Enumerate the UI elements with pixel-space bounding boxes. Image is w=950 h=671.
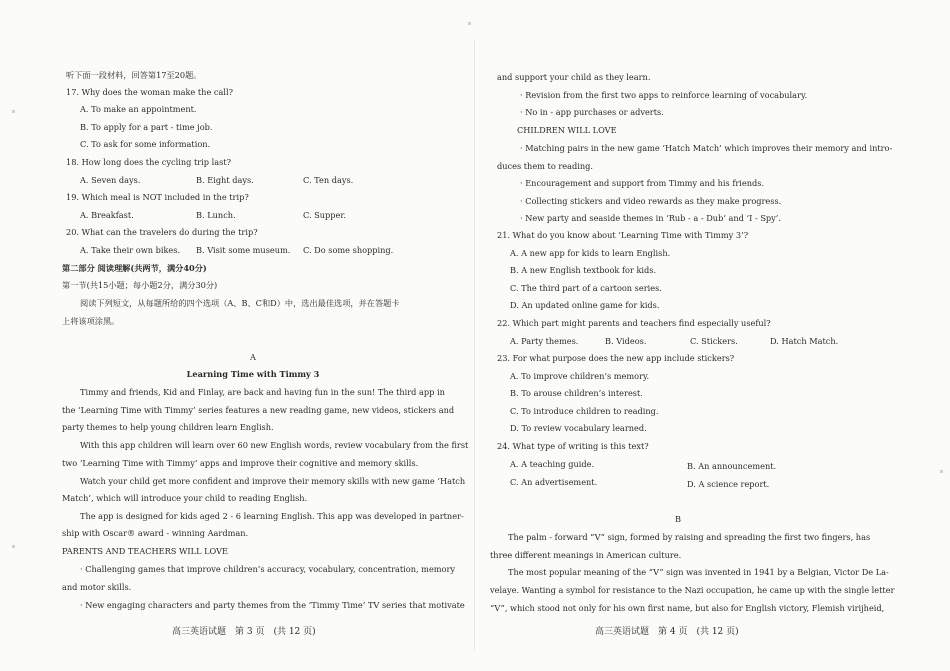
option-23b: B. To arouse children’s interest. [510, 388, 643, 398]
right-r3: · No in - app purchases or adverts. [520, 107, 664, 117]
option-24c: C. An advertisement. [510, 477, 598, 487]
option-24a: A. A teaching guide. [510, 459, 595, 469]
parents-teachers-heading: PARENTS AND TEACHERS WILL LOVE [62, 546, 229, 556]
passage-a-p1-l3: party themes to help young children learn English. [62, 422, 274, 432]
question-19: 19. Which meal is NOT included in the trip? [66, 192, 249, 202]
option-19a: A. Breakfast. [80, 210, 134, 220]
scan-mark [468, 22, 471, 25]
children-bullet2: · Encouragement and support from Timmy and his friends. [520, 178, 765, 188]
passage-a-title: Learning Time with Timmy 3 [186, 369, 320, 379]
instructions-line1: 阅读下列短文，从每题所给的四个选项（A、B、C和D）中，选出最佳选项，并在答题卡 [80, 298, 400, 308]
option-18c: C. Ten days. [303, 175, 354, 185]
option-17a: A. To make an appointment. [80, 104, 197, 114]
part2-heading: 第二部分 阅读理解(共两节，满分40分) [62, 263, 207, 273]
question-23: 23. For what purpose does the new app include stickers? [497, 353, 735, 363]
option-20a: A. Take their own bikes. [80, 245, 181, 255]
option-22d: D. Hatch Match. [770, 336, 839, 346]
option-17c: C. To ask for some information. [80, 139, 211, 149]
question-21: 21. What do you know about ‘Learning Time with Timmy 3’? [497, 230, 749, 240]
instructions-line2: 上将该项涂黑。 [62, 316, 120, 326]
option-22b: B. Videos. [605, 336, 647, 346]
option-21d: D. An updated online game for kids. [510, 300, 660, 310]
question-24: 24. What type of writing is this text? [497, 441, 649, 451]
right-r1: and support your child as they learn. [497, 72, 651, 82]
option-21b: B. A new English textbook for kids. [510, 265, 657, 275]
passage-a-p4-l1: The app is designed for kids aged 2 - 6 learning English. This app was developed in partner- [80, 511, 464, 521]
passage-a-p4-l2: ship with Oscar® award - winning Aardman. [62, 528, 249, 538]
option-23c: C. To introduce children to reading. [510, 406, 659, 416]
passage-b-letter: B [674, 514, 682, 524]
passage-a-p1-l1: Timmy and friends, Kid and Finlay, are back and having fun in the sun! The third app in [80, 387, 445, 397]
passage-a-p3-l1: Watch your child get more confident and improve their memory skills with new game ‘Hatch [80, 476, 466, 486]
children-bullet4: · New party and seaside themes in ‘Rub - a - Dub’ and ‘I - Spy’. [520, 213, 782, 223]
right-page-footer: 高三英语试题 第 4 页 (共 12 页) [595, 627, 739, 637]
left-page-footer: 高三英语试题 第 3 页 (共 12 页) [172, 627, 316, 637]
page-divider [474, 40, 475, 650]
passage-a-p1-l2: the ‘Learning Time with Timmy’ series features a new reading game, new videos, stickers and [62, 405, 455, 415]
option-20b: B. Visit some museum. [196, 245, 291, 255]
passage-a-letter: A [250, 352, 256, 362]
parents-bullet1-l1: · Challenging games that improve children’s accuracy, vocabulary, concentration, memory [80, 564, 456, 574]
listening-intro: 听下面一段材料，回答第17至20题。 [66, 70, 202, 80]
passage-b-p2-l1: The most popular meaning of the “V” sign was invented in 1941 by a Belgian, Victor De La- [508, 567, 889, 577]
option-24b: B. An announcement. [687, 461, 777, 471]
passage-b-p1-l1: The palm - forward “V” sign, formed by raising and spreading the first two fingers, has [508, 532, 871, 542]
children-bullet1-l2: duces them to reading. [497, 161, 593, 171]
passage-b-p2-l3: “V”, which stood not only for his own first name, but also for English victory, Flemish virijheid, [490, 603, 885, 613]
option-21a: A. A new app for kids to learn English. [510, 248, 671, 258]
option-22c: C. Stickers. [690, 336, 738, 346]
option-24d: D. A science report. [687, 479, 770, 489]
scan-mark [12, 545, 15, 548]
question-17: 17. Why does the woman make the call? [66, 87, 233, 97]
passage-b-p1-l2: three different meanings in American culture. [490, 550, 682, 560]
option-18a: A. Seven days. [80, 175, 141, 185]
scan-mark [12, 110, 15, 113]
question-18: 18. How long does the cycling trip last? [66, 157, 231, 167]
question-20: 20. What can the travelers do during the trip? [66, 227, 258, 237]
passage-a-p2-l1: With this app children will learn over 60 new English words, review vocabulary from the first [80, 440, 469, 450]
children-bullet1-l1: · Matching pairs in the new game ‘Hatch Match’ which improves their memory and intro- [520, 143, 893, 153]
option-19c: C. Supper. [303, 210, 347, 220]
option-23d: D. To review vocabulary learned. [510, 423, 647, 433]
scan-mark [940, 470, 943, 473]
option-22a: A. Party themes. [510, 336, 579, 346]
children-bullet3: · Collecting stickers and video rewards as they make progress. [520, 196, 782, 206]
question-22: 22. Which part might parents and teachers find especially useful? [497, 318, 771, 328]
right-r2: · Revision from the first two apps to reinforce learning of vocabulary. [520, 90, 808, 100]
parents-bullet2: · New engaging characters and party themes from the ‘Timmy Time’ TV series that motivate [80, 600, 465, 610]
section1-heading: 第一节(共15小题；每小题2分，满分30分) [62, 280, 218, 290]
parents-bullet1-l2: and motor skills. [62, 582, 132, 592]
option-23a: A. To improve children’s memory. [510, 371, 650, 381]
option-20c: C. Do some shopping. [303, 245, 394, 255]
passage-a-p2-l2: two ‘Learning Time with Timmy’ apps and improve their cognitive and memory skills. [62, 458, 419, 468]
option-21c: C. The third part of a cartoon series. [510, 283, 662, 293]
passage-b-p2-l2: velaye. Wanting a symbol for resistance to the Nazi occupation, he came up with the single letter [490, 585, 895, 595]
passage-a-p3-l2: Match’, which will introduce your child to reading English. [62, 493, 308, 503]
children-heading: CHILDREN WILL LOVE [517, 125, 617, 135]
option-19b: B. Lunch. [196, 210, 236, 220]
option-18b: B. Eight days. [196, 175, 254, 185]
option-17b: B. To apply for a part - time job. [80, 122, 213, 132]
